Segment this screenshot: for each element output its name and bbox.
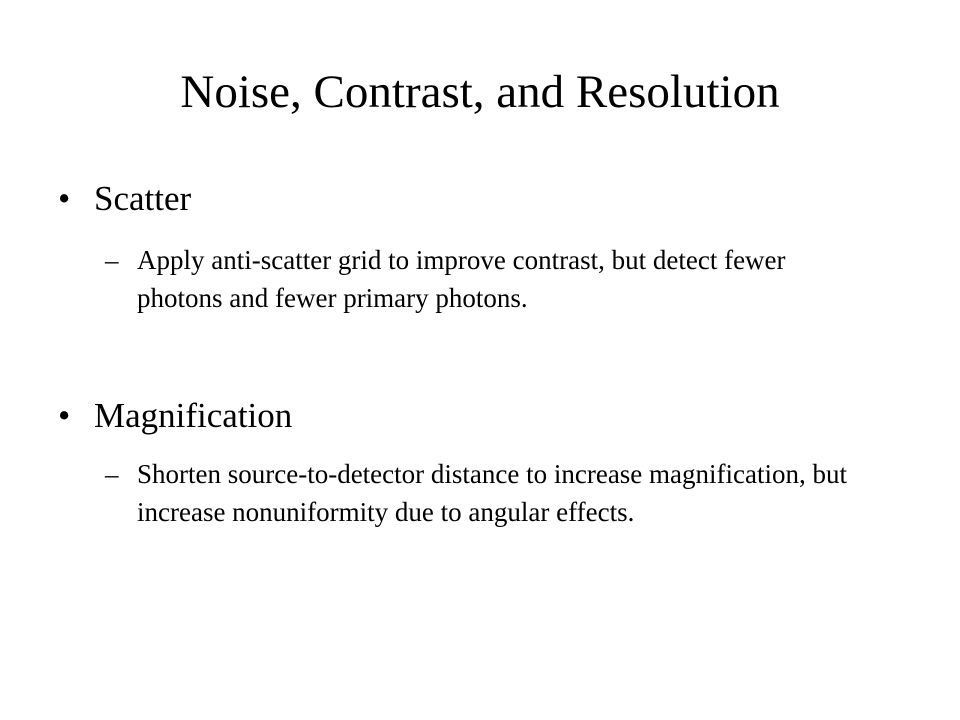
bullet-marker: • (58, 396, 71, 435)
bullet-label: Magnification (94, 396, 293, 435)
sub-bullet-marker: – (105, 459, 119, 489)
bullet-scatter (58, 178, 191, 220)
sub-bullet-marker: – (105, 245, 119, 275)
bullet-label: Scatter (94, 179, 192, 218)
bullet-magnification (58, 395, 292, 437)
sub-bullet-magnification (105, 455, 865, 531)
sub-bullet-text: Apply anti-scatter grid to improve contrast, but detect fewer photons and fewer primary photons. (137, 245, 786, 313)
sub-bullet-scatter (105, 241, 865, 317)
bullet-marker: • (58, 179, 71, 218)
slide-title: Noise, Contrast, and Resolution (180, 66, 780, 118)
sub-bullet-text: Shorten source-to-detector distance to increase magnification, but increase nonuniformity due to angular effects. (137, 459, 847, 527)
